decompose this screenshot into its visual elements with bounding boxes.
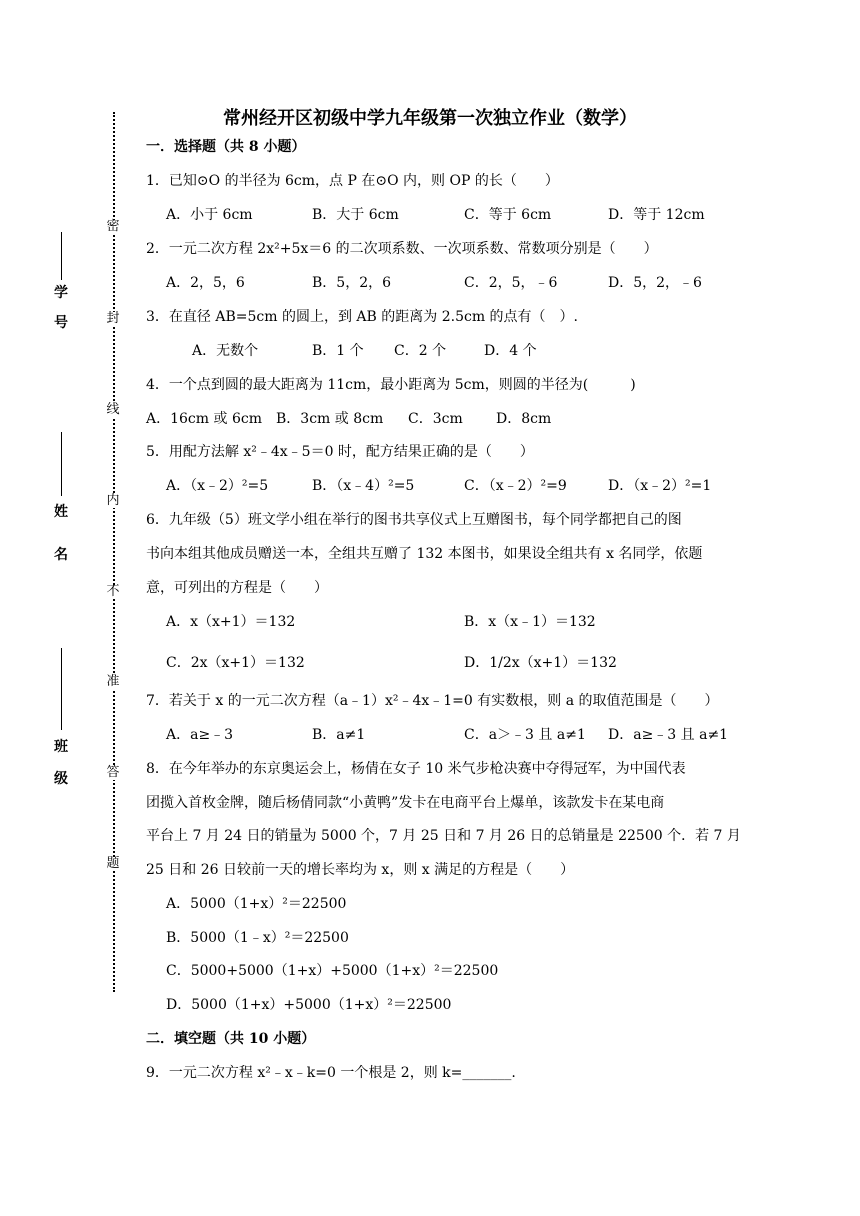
question-line: 25 日和 26 日较前一天的增长率均为 x，则 x 满足的方程是（ ） — [146, 862, 575, 878]
seal-char: 封 — [104, 312, 122, 326]
option-d: D．（x﹣2）²=1 — [608, 478, 712, 494]
option-d: D．等于 12cm — [608, 207, 705, 223]
question-line: 书向本组其他成员赠送一本，全组共互赠了 132 本图书，如果设全组共有 x 名同学，依题 — [146, 546, 703, 562]
option-d: D．5000（1+x）+5000（1+x）²＝22500 — [166, 997, 452, 1013]
question-stem: 7．若关于 x 的一元二次方程（a﹣1）x²﹣4x﹣1=0 有实数根，则 a 的取值范围是（ ） — [146, 693, 719, 709]
field-label-char: 号 — [54, 315, 68, 331]
option-a: A．5000（1+x）²＝22500 — [166, 896, 347, 912]
option-c: C．2x（x+1）＝132 — [166, 655, 305, 671]
option-b: B．（x﹣4）²=5 — [312, 478, 415, 494]
field-label-char: 级 — [54, 771, 68, 787]
seal-char: 内 — [104, 494, 122, 508]
student-id-line — [61, 232, 62, 280]
option-c: C．5000+5000（1+x）+5000（1+x）²＝22500 — [166, 963, 499, 979]
option-b: B．x（x﹣1）＝132 — [464, 614, 596, 630]
seal-char: 线 — [104, 403, 122, 417]
option-a: A．（x﹣2）²=5 — [166, 478, 269, 494]
field-label-char: 学 — [54, 285, 68, 301]
option-c: C．a＞﹣3 且 a≠1 — [464, 727, 586, 743]
option-a: A．小于 6cm — [166, 207, 253, 223]
option-b: B．5，2，6 — [312, 275, 392, 291]
section-heading: 二．填空题（共 10 小题） — [146, 1031, 316, 1047]
question-line: 意，可列出的方程是（ ） — [146, 580, 328, 596]
seal-char: 密 — [104, 220, 122, 234]
option-c: C．2 个 — [394, 343, 447, 359]
question-stem: 4．一个点到圆的最大距离为 11cm，最小距离为 5cm，则圆的半径为( ) — [146, 377, 636, 393]
option-b: B．3cm 或 8cm — [276, 411, 384, 427]
option-b: B．1 个 — [312, 343, 364, 359]
seal-char: 准 — [104, 675, 122, 689]
field-label-char: 姓 — [54, 504, 68, 520]
question-stem: 1．已知⊙O 的半径为 6cm，点 P 在⊙O 内，则 OP 的长（ ） — [146, 173, 559, 189]
class-line — [61, 648, 62, 730]
option-a: A．x（x+1）＝132 — [166, 614, 296, 630]
option-a: A．16cm 或 6cm — [146, 411, 262, 427]
seal-char: 不 — [104, 585, 122, 599]
option-c: C．2，5，﹣6 — [464, 275, 558, 291]
section-heading: 一．选择题（共 8 小题） — [146, 139, 306, 155]
question-line: 8．在今年举办的东京奥运会上，杨倩在女子 10 米气步枪决赛中夺得冠军，为中国代表 — [146, 761, 686, 777]
seal-char: 答 — [104, 766, 122, 780]
question-stem: 2．一元二次方程 2x²+5x＝6 的二次项系数、一次项系数、常数项分别是（ ） — [146, 241, 658, 257]
question-stem: 5．用配方法解 x²﹣4x﹣5＝0 时，配方结果正确的是（ ） — [146, 444, 534, 460]
option-d: D．a≥﹣3 且 a≠1 — [608, 727, 729, 743]
seal-char: 题 — [104, 857, 122, 871]
question-stem: 9．一元二次方程 x²﹣x﹣k=0 一个根是 2，则 k=_______. — [146, 1065, 516, 1081]
option-c: C．（x﹣2）²=9 — [464, 478, 567, 494]
question-line: 团揽入首枚金牌，随后杨倩同款“小黄鸭”发卡在电商平台上爆单，该款发卡在某电商 — [146, 795, 665, 811]
option-d: D．8cm — [496, 411, 552, 427]
question-line: 6．九年级（5）班文学小组在举行的图书共享仪式上互赠图书，每个同学都把自己的图 — [146, 512, 682, 528]
option-d: D．4 个 — [484, 343, 537, 359]
option-b: B．a≠1 — [312, 727, 366, 743]
question-stem: 3．在直径 AB=5cm 的圆上，到 AB 的距离为 2.5cm 的点有（ ）. — [146, 309, 578, 325]
page-title: 常州经开区初级中学九年级第一次独立作业（数学） — [223, 108, 637, 129]
field-label-char: 班 — [54, 739, 68, 755]
option-d: D．5，2，﹣6 — [608, 275, 702, 291]
student-name-line — [61, 432, 62, 496]
option-b: B．大于 6cm — [312, 207, 399, 223]
option-a: A．无数个 — [192, 343, 259, 359]
option-c: C．等于 6cm — [464, 207, 552, 223]
option-a: A．2，5，6 — [166, 275, 245, 291]
option-a: A．a≥﹣3 — [166, 727, 234, 743]
field-label-char: 名 — [54, 547, 68, 563]
option-b: B．5000（1﹣x）²＝22500 — [166, 930, 349, 946]
option-d: D．1/2x（x+1）＝132 — [464, 655, 617, 671]
option-c: C．3cm — [408, 411, 463, 427]
question-line: 平台上 7 月 24 日的销量为 5000 个，7 月 25 日和 7 月 26 日的总销量是 22500 个．若 7 月 — [146, 828, 741, 844]
